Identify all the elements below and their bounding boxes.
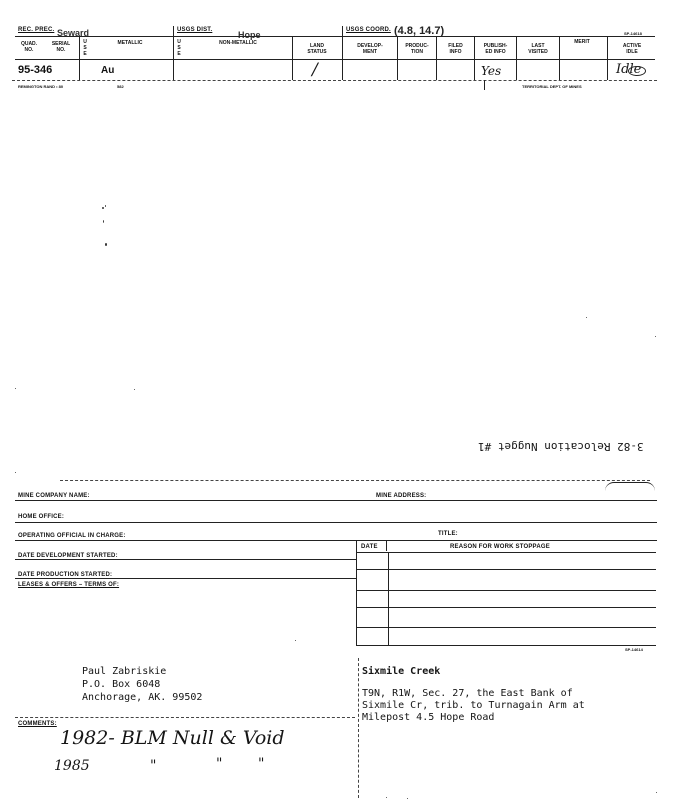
col-non-metallic: NON-METALLIC: [219, 40, 257, 46]
usgs-dist-value: Hope: [238, 30, 261, 40]
title-label: TITLE:: [438, 531, 458, 537]
col-merit: MERIT: [574, 39, 590, 45]
col-land-status: LAND STATUS: [307, 43, 327, 55]
date-col-label: DATE: [361, 544, 378, 550]
ditto-mark-3: ": [258, 756, 265, 772]
printer-code: 582: [117, 84, 124, 89]
rec-prec-label: REC. PREC.: [18, 27, 55, 33]
property-line1: T9N, R1W, Sec. 27, the East Bank of: [362, 688, 573, 699]
property-line3: Milepost 4.5 Hope Road: [362, 712, 495, 723]
home-office-label: HOME OFFICE:: [18, 514, 65, 520]
usgs-coord-label: USGS COORD.: [346, 27, 391, 33]
mine-company-label: MINE COMPANY NAME:: [18, 493, 90, 499]
top-card: [0, 0, 678, 100]
ditto-mark-2: ": [216, 756, 223, 772]
date-development-label: DATE DEVELOPMENT STARTED:: [18, 553, 118, 559]
col-use-metallic: U S E: [83, 39, 87, 57]
printer-mark: REMINGTON RAND • 80: [18, 84, 64, 89]
col-use-nonmetallic: U S E: [177, 39, 181, 57]
comment-year-1985: 1985: [54, 758, 90, 774]
property-name: Sixmile Creek: [362, 666, 441, 677]
comment-line-1: 1982- BLM Null & Void: [60, 727, 285, 749]
operating-official-label: OPERATING OFFICIAL IN CHARGE:: [18, 533, 126, 539]
col-metallic: METALLIC: [117, 40, 143, 46]
date-production-label: DATE PRODUCTION STARTED:: [18, 572, 113, 578]
published-info-value: Yes: [481, 64, 502, 78]
active-idle-value: Idle: [616, 62, 642, 77]
owner-name: Paul Zabriskie: [82, 666, 167, 677]
mine-address-label: MINE ADDRESS:: [376, 493, 427, 499]
col-last-visited: LAST VISITED: [528, 43, 548, 55]
form-code-back: SP-14614: [625, 647, 643, 652]
usgs-coord-value: (4.8, 14.7): [394, 25, 445, 37]
flipped-relocation-text: 3-82 Relocation Nugget #1: [478, 440, 644, 453]
col-published-info: PUBLISH- ED INFO: [483, 43, 508, 55]
property-line2: Sixmile Cr, trib. to Turnagain Arm at: [362, 700, 585, 711]
ditto-mark-1: ": [150, 758, 157, 774]
department-label: TERRITORIAL DEPT. OF MINES: [522, 84, 582, 89]
col-serial-no: SERIAL NO.: [51, 41, 71, 53]
reason-col-label: REASON FOR WORK STOPPAGE: [450, 544, 550, 550]
land-status-value: /: [312, 60, 318, 80]
comments-label: COMMENTS:: [18, 721, 57, 727]
col-development: DEVELOP- MENT: [357, 43, 383, 55]
rec-prec-value: Seward: [57, 28, 90, 38]
owner-box: P.O. Box 6048: [82, 679, 161, 690]
col-quad-no: QUAD. NO.: [20, 41, 38, 53]
col-active-idle: ACTIVE IDLE: [622, 43, 642, 55]
owner-city: Anchorage, AK. 99502: [82, 692, 203, 703]
metallic-value: Au: [101, 65, 115, 76]
form-code-top: SP-14618: [624, 31, 642, 36]
quad-serial-value: 95-346: [18, 64, 53, 76]
usgs-dist-label: USGS DIST.: [177, 27, 213, 33]
col-filed-info: FILED INFO: [448, 43, 463, 55]
col-production: PRODUC- TION: [405, 43, 429, 55]
leases-label: LEASES & OFFERS – TERMS OF:: [18, 582, 120, 588]
